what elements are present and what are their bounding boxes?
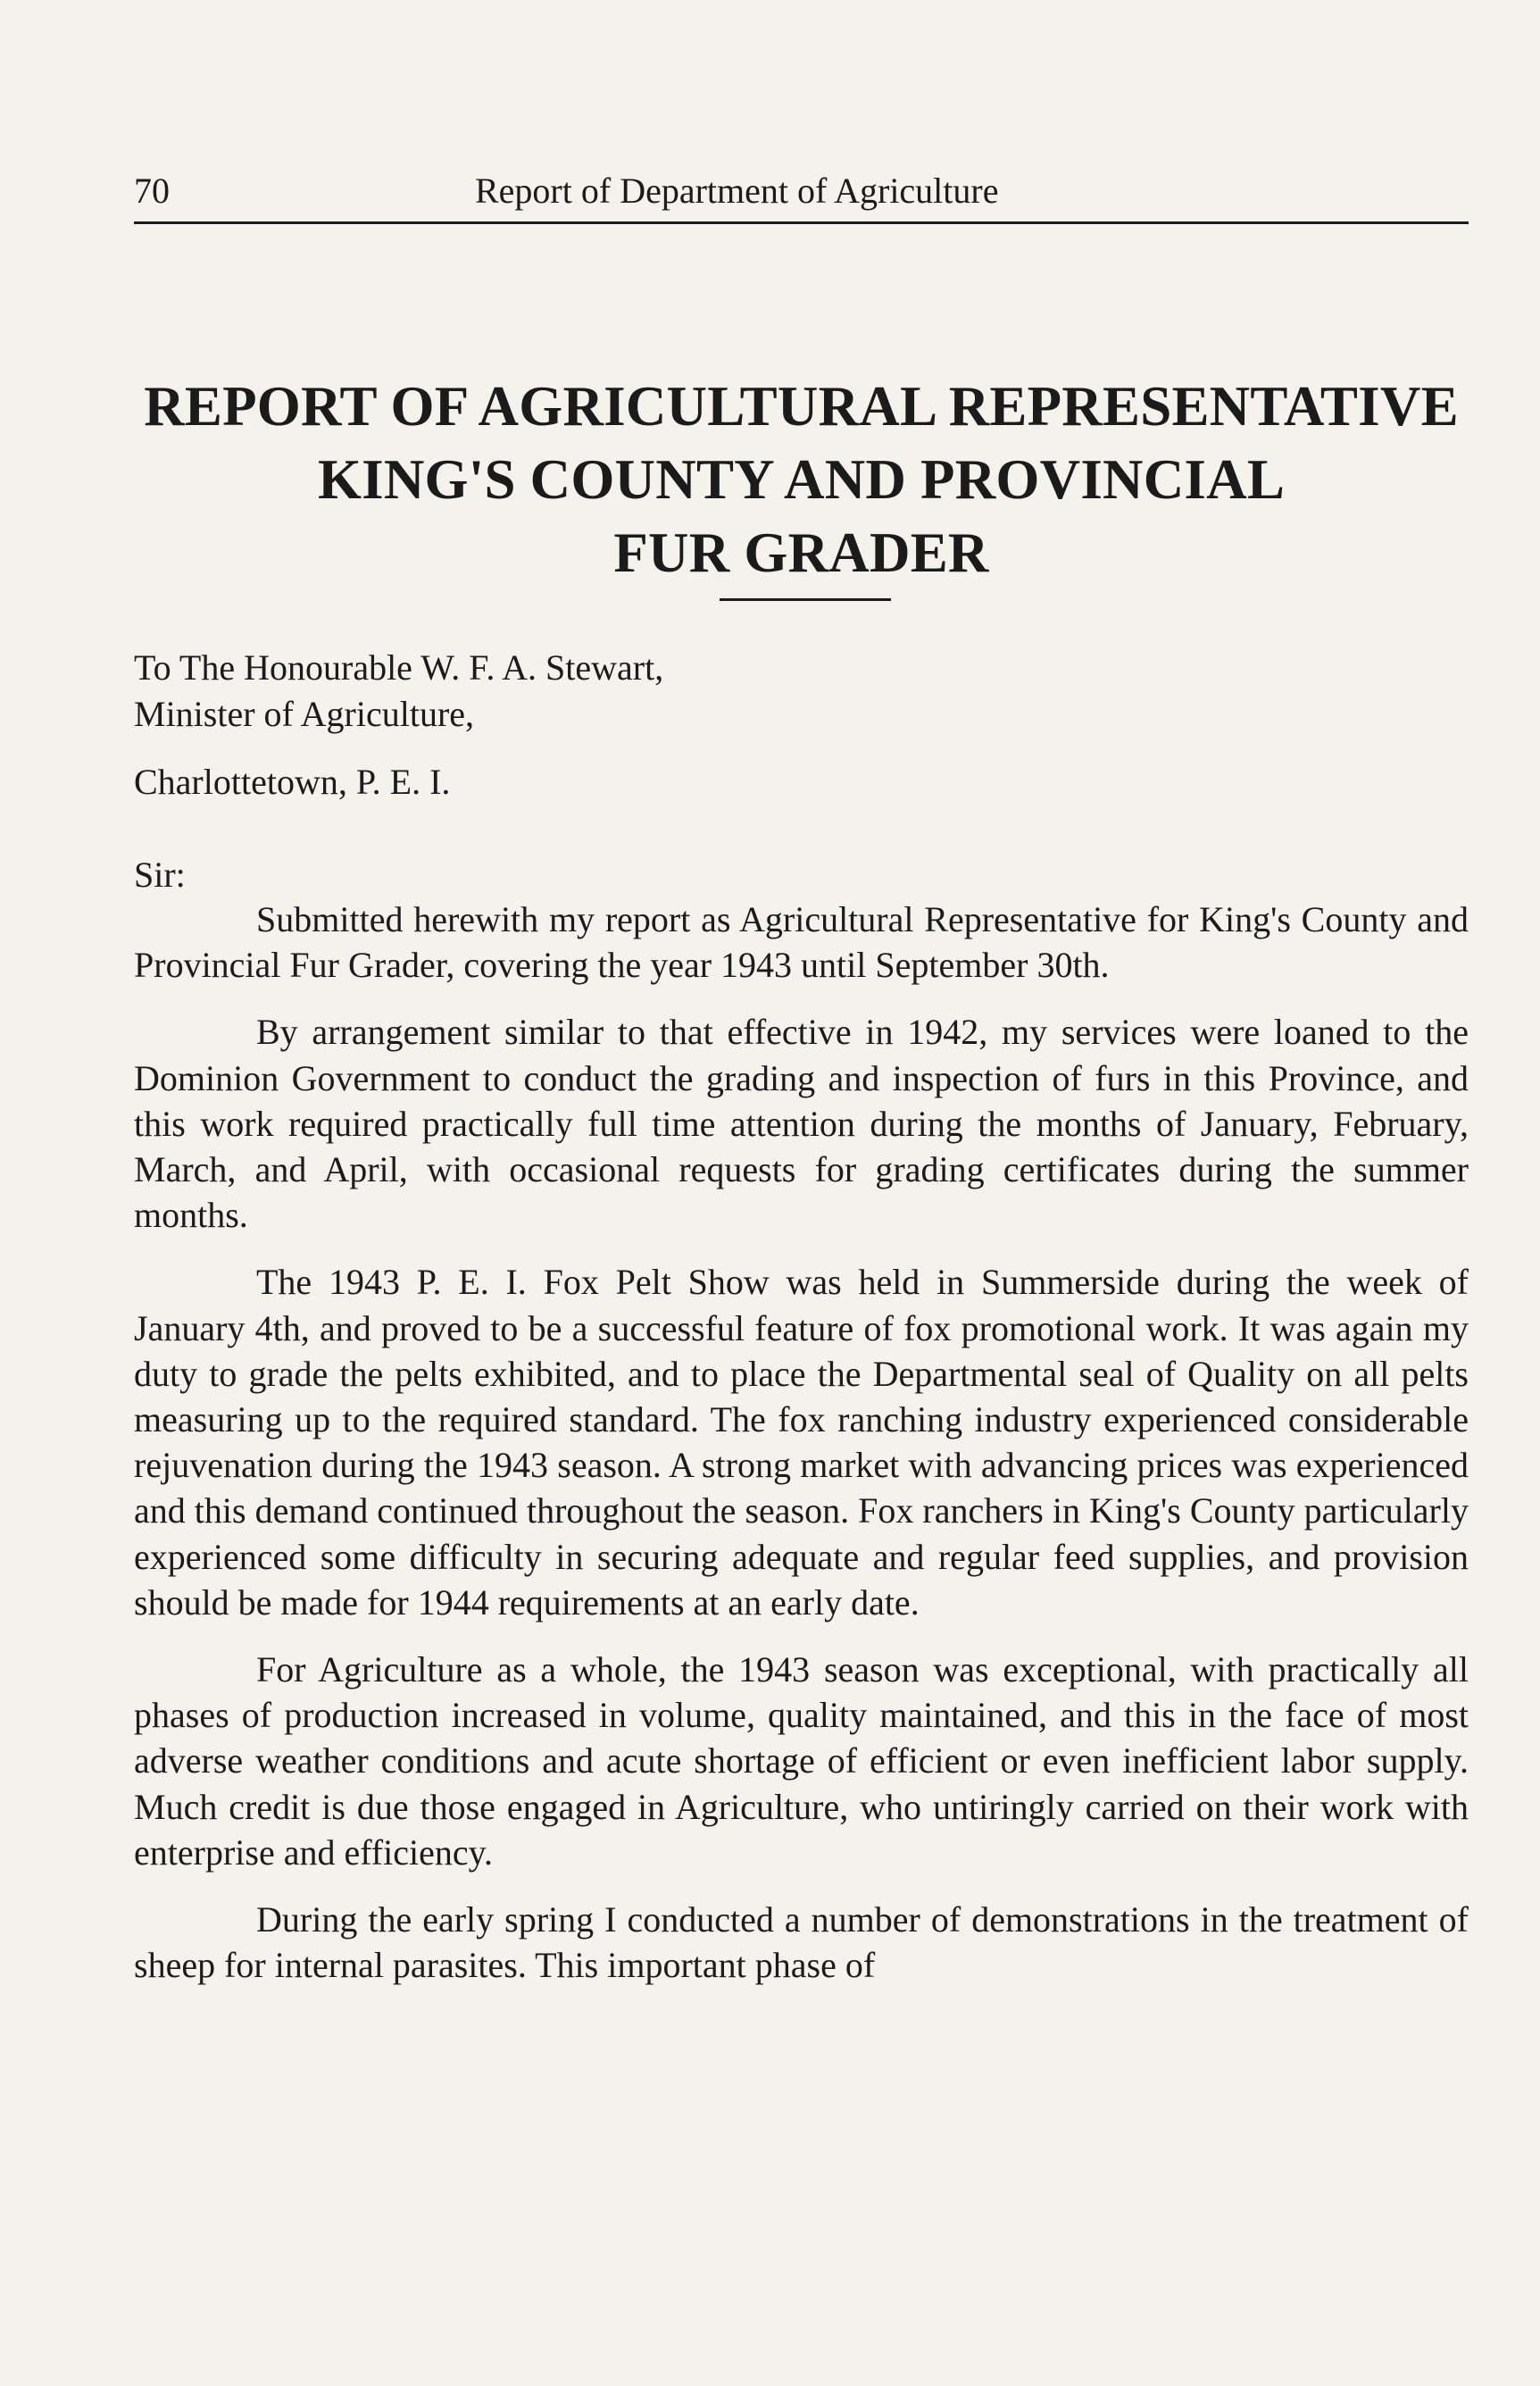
running-title: Report of Department of Agriculture: [475, 171, 999, 211]
title-line: REPORT OF AGRICULTURAL REPRESENTATIVE: [144, 375, 1459, 438]
address-line: Charlottetown, P. E. I.: [134, 762, 451, 802]
body-paragraph: Submitted herewith my report as Agricultural Representative for King's County and Provincial Fur Grader, covering the year 1943 until September 30th.: [134, 899, 1469, 986]
title-line: KING'S COUNTY AND PROVINCIAL: [317, 448, 1286, 511]
address-line: Minister of Agriculture,: [134, 694, 475, 734]
report-title: [134, 370, 1469, 589]
title-line: FUR GRADER: [613, 521, 989, 584]
body-paragraph: During the early spring I conducted a number of demonstrations in the treatment of sheep for internal parasites. This important phase of: [134, 1899, 1469, 1986]
body-paragraph: By arrangement similar to that effective in 1942, my services were loaned to the Dominion Government to conduct the grading and inspection of furs in this Province, and this work required practically full time attention during the months of January, February, March, and April, with occasional requests for grading certificates during the summer months.: [134, 1012, 1469, 1236]
report-body: [134, 897, 1469, 2009]
salutation: Sir:: [134, 855, 186, 895]
body-paragraph: The 1943 P. E. I. Fox Pelt Show was held in Summerside during the week of January 4th, and proved to be a successful feature of fox promotional work. It was again my duty to grade the pelts exhibited, and to place the Departmental seal of Quality on all pelts measuring up to the required standard. The fox ranching industry experienced considerable rejuvenation during the 1943 season. A strong market with advancing prices was experienced and this demand continued throughout the season. Fox ranchers in King's County particularly experienced some difficulty in securing adequate and regular feed supplies, and provision should be made for 1944 requirements at an early date.: [134, 1262, 1469, 1623]
address-line: To The Honourable W. F. A. Stewart,: [134, 647, 664, 688]
body-paragraph: For Agriculture as a whole, the 1943 season was exceptional, with practically all phases of production increased in volume, quality maintained, and this in the face of most adverse weather conditions and acute shortage of efficient or even inefficient labor supply. Much credit is due those engaged in Agriculture, who untiringly carried on their work with enterprise and efficiency.: [134, 1649, 1469, 1873]
running-header: [134, 168, 1469, 224]
title-divider: [720, 598, 891, 601]
page-number: 70: [134, 171, 170, 211]
